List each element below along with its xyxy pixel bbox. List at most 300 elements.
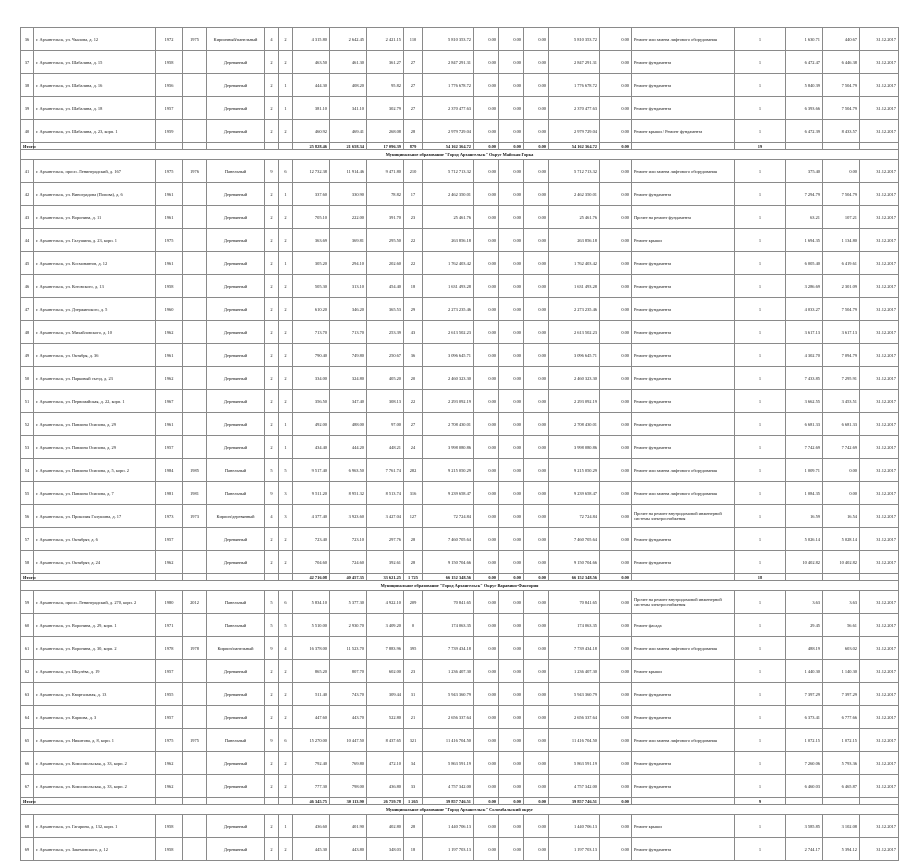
table-cell: 0.00 bbox=[524, 229, 549, 252]
table-cell: 0.00 bbox=[474, 413, 499, 436]
table-cell: 1 bbox=[735, 413, 786, 436]
table-cell: Деревянный bbox=[207, 275, 265, 298]
table-cell: 3 096 645.71 bbox=[549, 344, 600, 367]
table-cell: 0.00 bbox=[499, 413, 524, 436]
table-cell: 0.00 bbox=[474, 74, 499, 97]
table-cell: 1 bbox=[735, 706, 786, 729]
table-cell: 347.40 bbox=[330, 390, 367, 413]
total-cell: 40 457.35 bbox=[330, 574, 367, 581]
table-row bbox=[21, 729, 899, 752]
table-cell: 11 523.70 bbox=[330, 637, 367, 660]
table-cell: 1 bbox=[735, 591, 786, 614]
table-row bbox=[21, 229, 899, 252]
table-cell: 2 bbox=[279, 683, 293, 706]
table-cell: 31.12.2017 bbox=[860, 229, 899, 252]
table-cell: 7 260.06 bbox=[786, 752, 823, 775]
table-cell: 1 bbox=[735, 482, 786, 505]
table-cell: 1 bbox=[279, 252, 293, 275]
table-cell: 2 bbox=[279, 28, 293, 51]
table-cell: г. Архангельск, ул. Парковый съезд, д. 23 bbox=[34, 367, 156, 390]
table-cell: 0.00 bbox=[524, 706, 549, 729]
table-cell: 3.63 bbox=[786, 591, 823, 614]
table-cell: 72 724.84 bbox=[549, 505, 600, 528]
table-cell bbox=[183, 752, 207, 775]
total-cell: 21 658.34 bbox=[330, 143, 367, 150]
total-cell: 0.00 bbox=[524, 143, 549, 150]
table-cell: 0.00 bbox=[499, 28, 524, 51]
table-cell: 0.00 bbox=[474, 775, 499, 798]
table-cell bbox=[183, 321, 207, 344]
table-cell: Деревянный bbox=[207, 321, 265, 344]
table-cell: 4 bbox=[265, 28, 279, 51]
table-cell: 64 bbox=[21, 706, 34, 729]
table-cell: Ремонт фундамента bbox=[632, 528, 735, 551]
table-cell: 2 421.15 bbox=[367, 28, 404, 51]
table-cell: 798.00 bbox=[330, 775, 367, 798]
table-cell: 31.12.2017 bbox=[860, 252, 899, 275]
table-cell: 381.10 bbox=[293, 97, 330, 120]
table-cell: 2012 bbox=[183, 591, 207, 614]
table-cell: 749.80 bbox=[330, 344, 367, 367]
table-row bbox=[21, 298, 899, 321]
table-cell: 1 bbox=[735, 838, 786, 861]
table-cell: г. Архангельск, ул. Октября, д. 36 bbox=[34, 344, 156, 367]
table-cell: 0.00 bbox=[474, 614, 499, 637]
table-cell: 3 923.60 bbox=[330, 505, 367, 528]
table-cell: 1 072.15 bbox=[823, 729, 860, 752]
table-cell: 11 416 704.50 bbox=[423, 729, 474, 752]
table-cell: 6 419.61 bbox=[823, 252, 860, 275]
table-cell: Ремонт фундамента bbox=[632, 97, 735, 120]
total-row bbox=[21, 143, 899, 150]
table-cell: 3 998 080.86 bbox=[423, 436, 474, 459]
table-cell: 31.12.2017 bbox=[860, 838, 899, 861]
table-cell: 2 bbox=[279, 298, 293, 321]
table-cell: 1 bbox=[735, 229, 786, 252]
total-cell: 0.00 bbox=[474, 574, 499, 581]
table-cell: 47 bbox=[21, 298, 34, 321]
table-cell: 6 681.33 bbox=[823, 413, 860, 436]
table-cell: 0.00 bbox=[600, 275, 632, 298]
table-cell: 3 bbox=[279, 505, 293, 528]
table-cell: 31.12.2017 bbox=[860, 97, 899, 120]
table-cell: 1961 bbox=[156, 252, 183, 275]
table-cell: 2 bbox=[265, 74, 279, 97]
table-cell: 0.00 bbox=[600, 120, 632, 143]
total-cell: 39 857 746.51 bbox=[549, 798, 600, 805]
table-row bbox=[21, 51, 899, 74]
table-cell: 27 bbox=[404, 97, 423, 120]
table-cell: 443.80 bbox=[330, 838, 367, 861]
table-cell: 1957 bbox=[156, 706, 183, 729]
table-cell: 454.40 bbox=[367, 275, 404, 298]
table-cell: 1 bbox=[735, 729, 786, 752]
table-cell: 2 613 502.23 bbox=[423, 321, 474, 344]
table-cell: 27 bbox=[404, 413, 423, 436]
table-cell: 3 998 080.86 bbox=[549, 436, 600, 459]
table-cell: 865.20 bbox=[293, 660, 330, 683]
table-cell bbox=[183, 51, 207, 74]
table-cell bbox=[183, 390, 207, 413]
table-cell: 6 681.33 bbox=[786, 413, 823, 436]
table-cell: 36 bbox=[404, 344, 423, 367]
table-cell: 0.00 bbox=[499, 591, 524, 614]
table-row bbox=[21, 551, 899, 574]
total-cell: 17 096.39 bbox=[367, 143, 404, 150]
total-cell: 39 857 746.51 bbox=[423, 798, 474, 805]
table-row bbox=[21, 413, 899, 436]
table-cell: 2 bbox=[265, 367, 279, 390]
table-cell: 63 bbox=[21, 683, 34, 706]
table-cell: 0.00 bbox=[600, 367, 632, 390]
table-cell: 6 bbox=[279, 591, 293, 614]
table-cell: 3 102.08 bbox=[823, 815, 860, 838]
table-cell: Деревянный bbox=[207, 344, 265, 367]
table-cell: Деревянный bbox=[207, 683, 265, 706]
table-cell: 10 402.82 bbox=[823, 551, 860, 574]
table-cell bbox=[183, 229, 207, 252]
total-cell bbox=[860, 798, 899, 805]
table-cell: 1 bbox=[735, 459, 786, 482]
table-cell: 45 bbox=[21, 252, 34, 275]
table-cell: г. Архангельск, ул. Воронина, д. 29, корп. 1 bbox=[34, 614, 156, 637]
table-cell: г. Архангельск, ул. Прокопия Галушина, д. 17 bbox=[34, 505, 156, 528]
table-cell: Ремонт фундамента bbox=[632, 344, 735, 367]
table-row bbox=[21, 752, 899, 775]
table-cell: 31.12.2017 bbox=[860, 528, 899, 551]
table-cell: 1961 bbox=[156, 413, 183, 436]
table-cell bbox=[183, 775, 207, 798]
table-cell: 7 094.79 bbox=[823, 344, 860, 367]
table-cell: 3 617.13 bbox=[823, 321, 860, 344]
table-cell: 5 510.00 bbox=[293, 614, 330, 637]
table-cell bbox=[183, 706, 207, 729]
table-cell: Ремонт фундамента bbox=[632, 683, 735, 706]
table-cell: 263 856.18 bbox=[549, 229, 600, 252]
table-cell: 7 433.85 bbox=[786, 367, 823, 390]
total-cell bbox=[207, 574, 265, 581]
table-cell bbox=[183, 97, 207, 120]
table-cell: г. Архангельск, ул. Павлина Осипова, д. 5, корп. 2 bbox=[34, 459, 156, 482]
table-cell: Деревянный bbox=[207, 229, 265, 252]
table-cell: 0.00 bbox=[524, 367, 549, 390]
table-cell: Кирпичный/панельный bbox=[207, 28, 265, 51]
table-cell: Деревянный bbox=[207, 436, 265, 459]
table-cell bbox=[183, 183, 207, 206]
total-cell: 66 152 348.56 bbox=[549, 574, 600, 581]
table-cell: 0.00 bbox=[499, 683, 524, 706]
table-cell: 48 bbox=[21, 321, 34, 344]
table-cell bbox=[183, 660, 207, 683]
table-cell: 316 bbox=[404, 482, 423, 505]
table-cell: 8 951.32 bbox=[330, 482, 367, 505]
total-cell bbox=[265, 574, 279, 581]
table-cell: 31.12.2017 bbox=[860, 298, 899, 321]
table-cell: 7 739 434.18 bbox=[549, 637, 600, 660]
table-cell bbox=[183, 551, 207, 574]
table-cell: 341.10 bbox=[330, 97, 367, 120]
table-cell: 713.70 bbox=[330, 321, 367, 344]
table-cell: 1 bbox=[735, 160, 786, 183]
table-cell: 445.30 bbox=[293, 838, 330, 861]
table-cell: 31.12.2017 bbox=[860, 275, 899, 298]
table-cell: 1976 bbox=[183, 160, 207, 183]
table-cell: 469.41 bbox=[330, 120, 367, 143]
table-cell: 62 bbox=[21, 660, 34, 683]
table-cell: 31.12.2017 bbox=[860, 614, 899, 637]
table-cell: Ремонт фундамента bbox=[632, 838, 735, 861]
table-cell: 7 295.91 bbox=[823, 367, 860, 390]
table-cell: Ремонт фундамента bbox=[632, 51, 735, 74]
table-cell: 1 440 706.13 bbox=[423, 815, 474, 838]
table-cell: 2 979 729.04 bbox=[549, 120, 600, 143]
table-cell: 1 140.30 bbox=[823, 660, 860, 683]
table-cell: 9 511.20 bbox=[293, 482, 330, 505]
table-cell: г. Архангельск, ул. Космонавтов, д. 12 bbox=[34, 252, 156, 275]
table-row bbox=[21, 683, 899, 706]
table-cell: 408.20 bbox=[330, 74, 367, 97]
table-cell: 31.12.2017 bbox=[860, 505, 899, 528]
table-cell: 7 504.79 bbox=[823, 74, 860, 97]
table-cell: Панельный bbox=[207, 729, 265, 752]
table-cell: 16.54 bbox=[823, 505, 860, 528]
table-cell: 3 585.85 bbox=[786, 815, 823, 838]
table-cell: Деревянный bbox=[207, 390, 265, 413]
table-cell: 31.12.2017 bbox=[860, 637, 899, 660]
table-cell: 1 631 493.28 bbox=[549, 275, 600, 298]
table-cell: 1 bbox=[735, 815, 786, 838]
table-cell: 0.00 bbox=[600, 206, 632, 229]
table-cell bbox=[183, 275, 207, 298]
total-cell bbox=[823, 143, 860, 150]
table-cell: Ремонт или замена лифтового оборудования bbox=[632, 160, 735, 183]
table-row bbox=[21, 74, 899, 97]
table-cell: 31.12.2017 bbox=[860, 752, 899, 775]
table-cell: 202.60 bbox=[367, 252, 404, 275]
table-cell: 0.00 bbox=[474, 505, 499, 528]
table-cell: 2 642.45 bbox=[330, 28, 367, 51]
table-cell: 2 bbox=[265, 321, 279, 344]
table-cell: 33 bbox=[404, 775, 423, 798]
table-cell: 5 863 591.19 bbox=[423, 752, 474, 775]
table-cell: 0.00 bbox=[499, 706, 524, 729]
table-cell: 282 bbox=[404, 459, 423, 482]
table-cell: Деревянный bbox=[207, 206, 265, 229]
table-cell: 1 236 407.30 bbox=[423, 660, 474, 683]
table-cell: 777.30 bbox=[293, 775, 330, 798]
table-cell: г. Архангельск, ул. Галушина, д. 23, корп. 1 bbox=[34, 229, 156, 252]
table-cell: 0.00 bbox=[600, 660, 632, 683]
section-title: Муниципальное образование "Город Архангельск" Округ Майская Горка bbox=[21, 150, 899, 160]
total-label: Итого: bbox=[21, 143, 34, 150]
table-cell: 1 bbox=[735, 528, 786, 551]
table-cell: 348.03 bbox=[367, 838, 404, 861]
table-cell: 511.40 bbox=[293, 683, 330, 706]
total-cell: 9 bbox=[735, 798, 786, 805]
table-cell: г. Архангельск, ул. Павлина Осипова, д. 29 bbox=[34, 413, 156, 436]
table-cell: 42 bbox=[21, 183, 34, 206]
table-cell: 1 bbox=[279, 74, 293, 97]
table-cell: 2 bbox=[265, 436, 279, 459]
table-cell: 743.70 bbox=[330, 683, 367, 706]
table-cell: 0.00 bbox=[499, 74, 524, 97]
table-cell: 1975 bbox=[183, 28, 207, 51]
table-cell: 313.10 bbox=[330, 275, 367, 298]
table-cell: 1 072.15 bbox=[786, 729, 823, 752]
table-cell: 460.92 bbox=[293, 120, 330, 143]
table-cell: 2 bbox=[265, 815, 279, 838]
table-cell: 0.00 bbox=[499, 775, 524, 798]
table-cell: 1 197 703.13 bbox=[423, 838, 474, 861]
table-cell: 97.00 bbox=[367, 413, 404, 436]
table-cell: 0.00 bbox=[524, 436, 549, 459]
table-cell: 2 708 430.01 bbox=[423, 413, 474, 436]
table-cell: 2 bbox=[279, 775, 293, 798]
table-cell: 1981 bbox=[183, 482, 207, 505]
table-cell: 0.00 bbox=[474, 206, 499, 229]
total-cell bbox=[183, 798, 207, 805]
section-title: Муниципальное образование "Город Архангельск" Соломбальский округ bbox=[21, 805, 899, 815]
table-cell bbox=[183, 838, 207, 861]
table-cell: 0.00 bbox=[600, 229, 632, 252]
table-cell bbox=[183, 528, 207, 551]
table-cell: 2 bbox=[279, 390, 293, 413]
table-cell: 0.00 bbox=[600, 752, 632, 775]
table-cell: 0.00 bbox=[600, 775, 632, 798]
total-cell: 0.00 bbox=[499, 798, 524, 805]
table-cell: 22 bbox=[404, 252, 423, 275]
table-cell: 1 bbox=[735, 683, 786, 706]
table-cell: 395 bbox=[404, 637, 423, 660]
table-cell: 0.00 bbox=[499, 551, 524, 574]
register-sheet bbox=[20, 27, 899, 861]
table-cell: 31.12.2017 bbox=[860, 74, 899, 97]
table-cell: 1962 bbox=[156, 775, 183, 798]
total-cell bbox=[632, 798, 735, 805]
table-cell: 0.00 bbox=[524, 28, 549, 51]
table-cell: 444.30 bbox=[293, 74, 330, 97]
table-cell: 8 437.65 bbox=[367, 729, 404, 752]
table-cell: 49 bbox=[21, 344, 34, 367]
table-cell: 769.80 bbox=[330, 752, 367, 775]
table-cell: 7 294.79 bbox=[786, 183, 823, 206]
table-cell: 10 402.82 bbox=[786, 551, 823, 574]
table-cell: 7 504.79 bbox=[823, 97, 860, 120]
table-cell: 0.00 bbox=[499, 120, 524, 143]
table-cell: 1961 bbox=[156, 183, 183, 206]
table-cell: 1 bbox=[735, 275, 786, 298]
table-cell: 2 460 323.30 bbox=[549, 367, 600, 390]
table-cell: 0.00 bbox=[524, 683, 549, 706]
table-cell: 7 761.74 bbox=[367, 459, 404, 482]
table-cell: 1 bbox=[735, 206, 786, 229]
table-cell: 1957 bbox=[156, 436, 183, 459]
table-cell: 443.70 bbox=[330, 706, 367, 729]
table-cell: 2 bbox=[265, 51, 279, 74]
table-cell: 0.00 bbox=[524, 838, 549, 861]
table-cell: 2 bbox=[279, 551, 293, 574]
table-cell: 602.00 bbox=[367, 660, 404, 683]
total-cell bbox=[786, 798, 823, 805]
table-cell: 174 063.35 bbox=[423, 614, 474, 637]
table-cell: 0.00 bbox=[600, 459, 632, 482]
table-cell: г. Архангельск, ул. Павлина Осипова, д. 7 bbox=[34, 482, 156, 505]
table-cell: 363.69 bbox=[293, 229, 330, 252]
table-cell: 9 bbox=[265, 160, 279, 183]
table-cell: Ремонт фундамента bbox=[632, 390, 735, 413]
table-cell: Ремонт фундамента bbox=[632, 183, 735, 206]
table-cell: 440.67 bbox=[823, 28, 860, 51]
table-cell bbox=[183, 367, 207, 390]
table-cell: 0.00 bbox=[600, 436, 632, 459]
table-cell: 5 943 360.79 bbox=[423, 683, 474, 706]
table-cell: 1985 bbox=[183, 459, 207, 482]
table-cell: 2 bbox=[279, 120, 293, 143]
table-cell: 6 777.66 bbox=[823, 706, 860, 729]
table-cell: 1959 bbox=[156, 120, 183, 143]
total-cell: 18 bbox=[735, 574, 786, 581]
table-cell: 1 bbox=[735, 298, 786, 321]
table-cell bbox=[183, 74, 207, 97]
table-cell: 492.00 bbox=[293, 413, 330, 436]
table-cell: 1 bbox=[735, 97, 786, 120]
table-cell: 3 286.69 bbox=[786, 275, 823, 298]
table-cell: 39 bbox=[21, 97, 34, 120]
total-label: Итого: bbox=[21, 574, 34, 581]
total-cell: 1 725 bbox=[404, 574, 423, 581]
table-cell: 6 963.50 bbox=[330, 459, 367, 482]
table-cell: 1 bbox=[735, 505, 786, 528]
table-cell: 2 708 430.01 bbox=[549, 413, 600, 436]
table-cell: г. Архангельск, ул. Павлина Осипова, д. 29 bbox=[34, 436, 156, 459]
table-cell: 0.00 bbox=[600, 706, 632, 729]
table-cell: 1978 bbox=[156, 637, 183, 660]
table-cell: Прочее на ремонт фундамента bbox=[632, 206, 735, 229]
table-cell: 0.00 bbox=[524, 459, 549, 482]
table-cell: 0.00 bbox=[499, 528, 524, 551]
table-cell: 1975 bbox=[156, 729, 183, 752]
table-cell: Деревянный bbox=[207, 120, 265, 143]
table-cell: 9 bbox=[265, 637, 279, 660]
table-cell: 0.00 bbox=[600, 683, 632, 706]
table-row bbox=[21, 706, 899, 729]
table-cell: 1956 bbox=[156, 74, 183, 97]
table-cell: 57 bbox=[21, 528, 34, 551]
table-cell: 0.00 bbox=[524, 344, 549, 367]
total-cell: 0.00 bbox=[499, 143, 524, 150]
table-cell: 1 bbox=[735, 775, 786, 798]
table-cell: 36 bbox=[21, 28, 34, 51]
table-cell: 0.00 bbox=[474, 436, 499, 459]
table-cell bbox=[183, 252, 207, 275]
table-cell: 2 bbox=[265, 252, 279, 275]
table-cell: 6 472.39 bbox=[786, 120, 823, 143]
table-cell: 2 656 337.64 bbox=[423, 706, 474, 729]
table-cell: 40 bbox=[21, 120, 34, 143]
total-row bbox=[21, 798, 899, 805]
table-cell: 2 273 235.46 bbox=[549, 298, 600, 321]
table-cell: Деревянный bbox=[207, 838, 265, 861]
table-cell: 7 504.79 bbox=[823, 298, 860, 321]
table-cell: 31.12.2017 bbox=[860, 660, 899, 683]
table-cell: Ремонт фундамента bbox=[632, 367, 735, 390]
table-cell: 31.12.2017 bbox=[860, 390, 899, 413]
table-cell: 50 bbox=[21, 367, 34, 390]
table-cell: 12 732.38 bbox=[293, 160, 330, 183]
table-cell: 302.79 bbox=[367, 97, 404, 120]
table-cell: 0.00 bbox=[823, 459, 860, 482]
table-cell: 25 461.76 bbox=[423, 206, 474, 229]
